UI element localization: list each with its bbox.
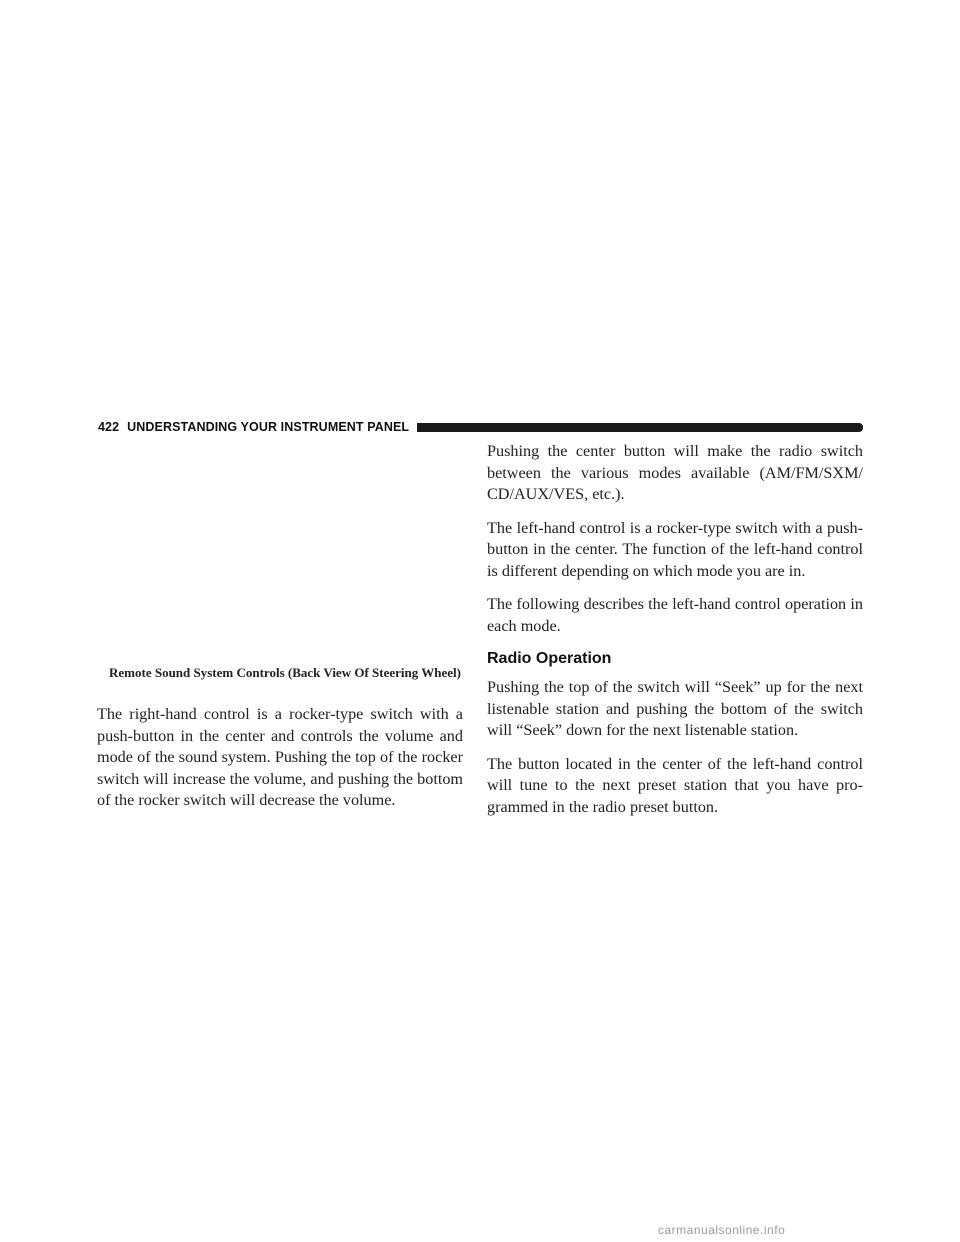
figure-caption: Remote Sound System Controls (Back View Of Steering Wheel) [109,665,461,680]
paragraph-seek: Pushing the top of the switch will “Seek” up for the next listenable station and pushing the bottom of the switch will “Seek” down for the next listenable station. [487,678,863,739]
paragraph-right-hand-control: The right-hand control is a rocker-type switch with a push-button in the center and controls the volume and mode of the sound system. Pushing the top of the rocker switch will increase the volume, and pushing the bottom of the rocker switch will decrease the volume. [97,705,463,809]
figure-image-area [97,445,463,660]
section-title: UNDERSTANDING YOUR INSTRUMENT PANEL [127,420,410,434]
header-rule [417,423,863,432]
paragraph-center-button: Pushing the center button will make the radio switch between the various modes available (AM/FM/SXM/ CD/AUX/VES, etc.). [487,442,863,503]
page-number: 422 [98,420,120,434]
paragraph-preset: The button located in the center of the left-hand control will tune to the next preset station that you have pro- grammed in the radio preset button. [487,754,863,816]
watermark: carmanualsonline.info [658,1223,786,1237]
subheading-radio-operation: Radio Operation [487,650,612,667]
left-column [97,704,463,824]
paragraph-left-hand-control: The left-hand control is a rocker-type switch with a push-button in the center. The function of the left-hand control is different depending on which mode you are in. [487,518,863,580]
right-column [487,441,863,830]
page-header [98,419,863,435]
paragraph-following-describes: The following describes the left-hand control operation in each mode. [487,595,863,635]
